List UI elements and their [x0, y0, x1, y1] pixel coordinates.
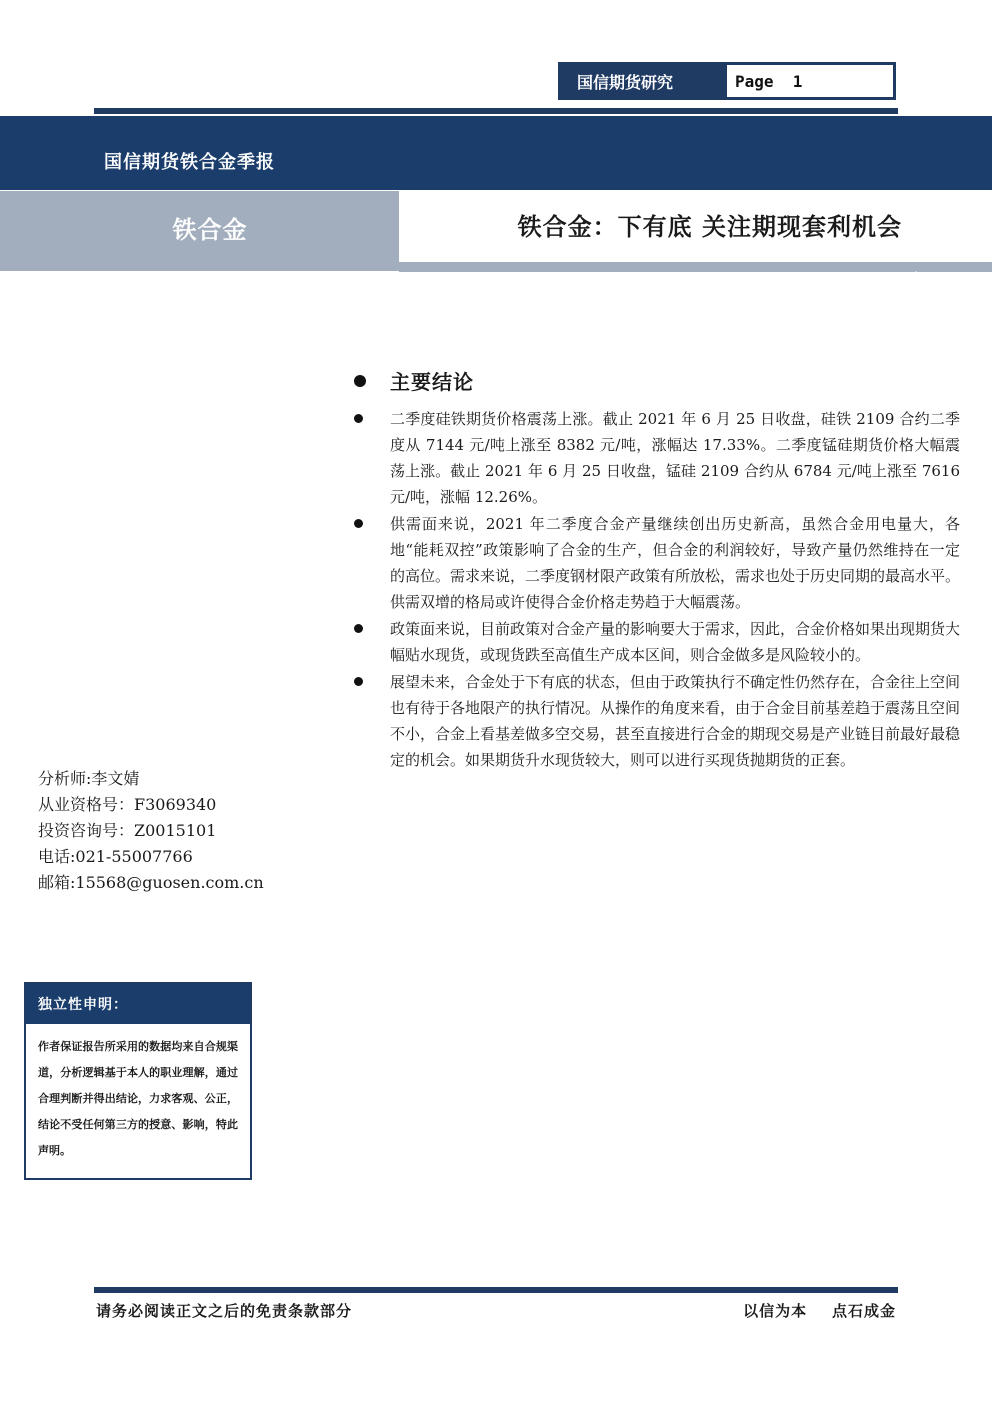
conclusion-text: 展望未来，合金处于下有底的状态，但由于政策执行不确定性仍然存在，合金往上空间也有待于各地限产的执行情况。从操作的角度来看，由于合金目前基差趋于震荡且空间不小，合金上看基差做多空交易，甚至直接进行合金的期现交易是产业链目前最好最稳定的机会。如果期货升水现货较大，则可以进行买现货抛期货的正套。: [390, 673, 961, 769]
bullet-icon: [354, 375, 366, 387]
analyst-phone: 电话:021-55007766: [38, 847, 193, 866]
report-date: 2021年6月27日: [875, 272, 978, 287]
bullet-icon: [352, 511, 390, 615]
footer-disclaimer-note: 请务必阅读正文之后的免责条款部分: [96, 1302, 353, 1320]
section-heading: [354, 366, 474, 395]
footer-slogan: 以信为本 点石成金: [743, 1302, 896, 1320]
section-title: 主要结论: [390, 370, 474, 394]
org-label: 国信期货研究: [561, 65, 727, 97]
list-item: [352, 616, 960, 668]
list-item: [352, 669, 960, 773]
bullet-icon: [352, 616, 390, 668]
analyst-consult-id: 投资咨询号：Z0015101: [38, 821, 217, 840]
bullet-icon: [352, 406, 390, 510]
footer-rule: [94, 1287, 898, 1293]
statement-body: 作者保证报告所采用的数据均来自合规渠道，分析逻辑基于本人的职业理解，通过合理判断并得出结论，力求客观、公正，结论不受任何第三方的授意、影响，特此声明。: [38, 1040, 238, 1157]
top-rule: [94, 108, 898, 114]
independence-statement-box: [24, 982, 252, 1180]
category-label: 铁合金: [172, 214, 248, 244]
list-item: [352, 511, 960, 615]
conclusion-text: 供需面来说，2021 年二季度合金产量继续创出历史新高，虽然合金用电量大，各地“能耗双控”政策影响了合金的生产，但合金的利润较好，导致产量仍然维持在一定的高位。需求来说，二季度钢材限产政策有所放松，需求也处于历史同期的最高水平。供需双增的格局或许使得合金价格走势趋于大幅震荡。: [390, 515, 961, 611]
analyst-info: [38, 766, 264, 896]
page-number: Page 1: [735, 71, 803, 91]
bullet-icon: [352, 669, 390, 773]
conclusion-text: 二季度硅铁期货价格震荡上涨。截止 2021 年 6 月 25 日收盘，硅铁 2109 合约二季度从 7144 元/吨上涨至 8382 元/吨，涨幅达 17.33%。二季度锰硅期货价格大幅震荡上涨。截止 2021 年 6 月 25 日收盘，锰硅 2109 合约从 6784 元/吨上涨至 7616 元/吨，涨幅 12.26%。: [390, 410, 960, 506]
conclusion-text: 政策面来说，目前政策对合金产量的影响要大于需求，因此，合金价格如果出现期货大幅贴水现货，或现货跌至高值生产成本区间，则合金做多是风险较小的。: [390, 620, 961, 664]
conclusion-list: [352, 406, 960, 774]
page-tag: [558, 62, 896, 100]
analyst-email: 邮箱:15568@guosen.com.cn: [38, 873, 264, 892]
banner-title: 国信期货铁合金季报: [104, 152, 275, 173]
analyst-license: 从业资格号：F3069340: [38, 795, 217, 814]
report-title: 铁合金：下有底 关注期现套利机会: [517, 211, 902, 241]
analyst-name: 分析师:李文婧: [38, 769, 140, 788]
statement-title: 独立性申明：: [26, 984, 250, 1024]
list-item: [352, 406, 960, 510]
